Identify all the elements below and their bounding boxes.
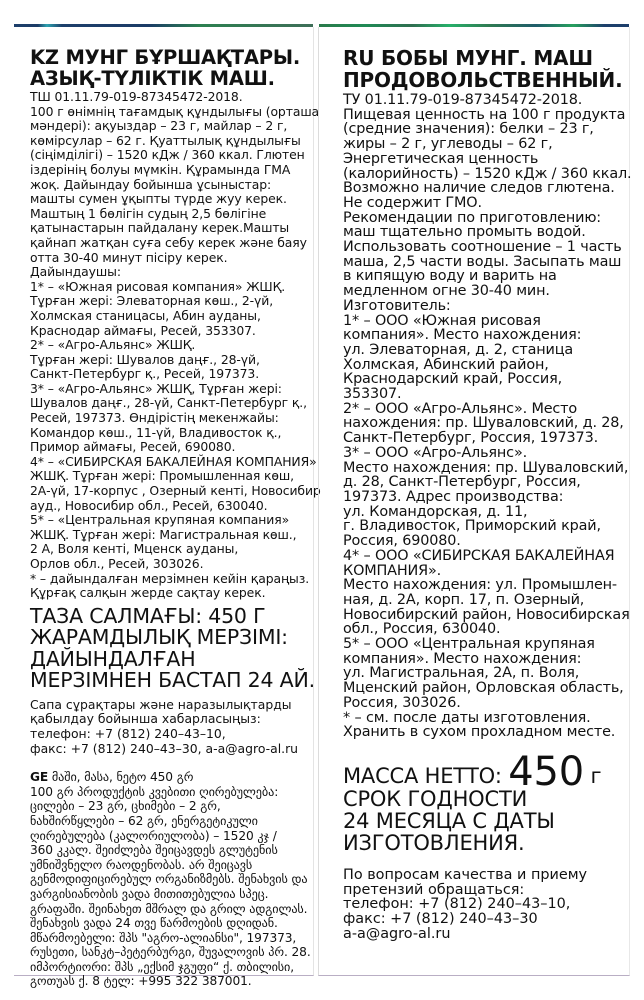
- text-line: 4* – ООО «СИБИРСКАЯ БАКАЛЕЙНАЯ: [343, 547, 615, 564]
- text-line: Құрғақ салқын жерде сақтау керек.: [30, 585, 266, 601]
- text-line: 2* – ООО «Агро-Альянс». Место: [343, 400, 578, 417]
- text-line: Мценский район, Орловская область,: [343, 680, 624, 697]
- text-line: ცილები – 23 გრ, ცხიმები – 2 გრ,: [30, 799, 221, 814]
- text-line: г. Владивосток, Приморский край,: [343, 518, 601, 535]
- text-line: жоқ. Дайындау бойынша ұсыныстар:: [30, 176, 272, 192]
- text-line: көмірсулар – 62 г. Қуаттылық құндылығы: [30, 132, 301, 148]
- text-line: 1* – ООО «Южная рисовая: [343, 312, 541, 329]
- text-line: 353307.: [343, 386, 402, 403]
- heading-line: 24 МЕСЯЦА С ДАТЫ: [343, 808, 555, 833]
- text-line: в кипящую воду и варить на: [343, 268, 557, 285]
- text-line: ная, д. 2А, корп. 17, п. Озерный,: [343, 591, 585, 608]
- text-line: 5* – ООО «Центральная крупяная: [343, 636, 595, 653]
- text-line: Дайындаушы:: [30, 264, 121, 280]
- text-line: ღირებულება (კალორიულობა) – 1520 კჯ /: [30, 828, 277, 843]
- text-line: ТШ 01.11.79-019-87345472-2018.: [30, 89, 243, 104]
- text-line: Санкт-Петербург қ., Ресей, 197373.: [30, 366, 260, 382]
- text-line: ул. Элеваторная, д. 2, станица: [343, 341, 574, 358]
- text-line: Изготовитель:: [343, 297, 451, 314]
- text-line: Шувалов даңғ., 28-үй, Санкт-Петербург қ.,: [30, 395, 307, 411]
- text-line: 100 გრ პროდუქტის კვებითი ღირებულება:: [30, 784, 279, 799]
- contact-line: a-a@agro-al.ru: [343, 925, 451, 942]
- text-line: Холмская станицасы, Абин ауданы,: [30, 307, 261, 323]
- text-line: 1* – «Южная рисовая компания» ЖШҚ.: [30, 278, 286, 294]
- text-line: Командор көш., 11-үй, Владивосток қ.,: [30, 424, 282, 440]
- text-line: (средние значения): белки – 23 г,: [343, 121, 594, 138]
- text-line: 360 კკალ. შეიძლება შეიცავდეს გლუტენის: [30, 843, 278, 858]
- contact-line: факс: +7 (812) 240–43–30, a-a@agro-al.ru: [30, 740, 299, 756]
- text-line: * – см. после даты изготовления.: [343, 709, 591, 726]
- text-line: Россия, 690080.: [343, 533, 461, 550]
- text-line: 3* – ООО «Агро-Альянс».: [343, 444, 528, 461]
- text-line: გენმოდიფიცირებულ ორგანიზმებს. შენახვის და: [30, 872, 308, 887]
- text-line: ნახშირწყლები – 62 გრ, ენერგეტიკული: [30, 813, 258, 828]
- net-weight-value: 450: [508, 748, 584, 795]
- kz-product-title: KZ МУНГ БҰРШАҚТАРЫ. АЗЫҚ-ТҮЛІКТІК МАШ.: [30, 46, 301, 90]
- russian-label-panel: [318, 27, 630, 976]
- text-line: медленном огне 30-40 мин.: [343, 283, 550, 300]
- text-line: д. 28, Санкт-Петербург, Россия,: [343, 474, 581, 491]
- georgian-label-section: GE მაში, მასა, ნეტო 450 გრ 100 გრ პროდუქტის კვებითი ღირებულება: ცილები – 23 გრ, ცხიმები – 2 გრ, ნახშირწყლები – 62 გრ, ენერგეტიკული ღირებულება (კალორიულობა) – 1520 კჯ / 360 კკალ. შეიძლება შეიცავდეს გლუტენის უმნიშვნელო რაოდენობას. არ შეიცავს გენმოდიფიცირებულ ორგანიზმებს. შენახვის და ვარგისიანობის ვადა მითითებულია სპეც. გრაფაში. შეინახეთ მშრალ და გრილ ადგილას. შენახვის ვადა 24 თვე წარმოების დღიდან. მწარმოებელი: შპს "აგრო-ალიანსი", 197373, რუსეთი, სანკტ–პეტერბურგი, შუვალოვის პრ. 28. იმპორტიორი: შპს „ექსიმ ჯგუფი“ ქ. თბილისი, გოთუას ქ. 8 ტელ: +995 322 387001.: [30, 770, 311, 989]
- text-line: 2 А, Воля кенті, Мценск ауданы,: [30, 541, 239, 557]
- text-line: ვარგისიანობის ვადა მითითებულია სპეც.: [30, 886, 269, 901]
- text-line: Краснодар аймағы, Ресей, 353307.: [30, 322, 256, 338]
- text-line: КОМПАНИЯ».: [343, 562, 442, 579]
- contact-line: телефон: +7 (812) 240–43–10,: [30, 725, 226, 741]
- heading-line: ДАЙЫНДАЛҒАН: [30, 646, 196, 671]
- text-line: машты сумен ұқыпты түрде жуу керек.: [30, 191, 287, 207]
- text-line: ЖШҚ. Тұрған жері: Магистральная көш.,: [30, 526, 297, 542]
- text-line: 197373. Адрес производства:: [343, 488, 564, 505]
- text-line: რუსეთი, სანკტ–პეტერბურგი, შუვალოვის პრ. 28.: [30, 945, 311, 960]
- text-line: Место нахождения: пр. Шуваловский,: [343, 459, 629, 476]
- text-line: қайнап жатқан суға себу керек және баяу: [30, 234, 307, 250]
- text-line: შენახვის ვადა 24 თვე წარმოების დღიდან.: [30, 916, 278, 931]
- text-line: Тұрған жері: Шувалов даңғ., 28-үй,: [30, 351, 260, 367]
- heading-line: МЕРЗІМНЕН БАСТАП 24 АЙ.: [30, 668, 315, 693]
- ge-lang-code: GE: [30, 770, 49, 785]
- text-line: 2А-үй, 17-корпус , Озерный кенті, Новосибир: [30, 483, 321, 499]
- kz-contact-info: [30, 698, 307, 756]
- text-line: ЖШҚ. Тұрған жері: Промышленная көш,: [30, 468, 294, 484]
- text-line: Возможно наличие следов глютена.: [343, 180, 615, 197]
- text-line: обл., Россия, 630040.: [343, 621, 501, 638]
- contact-line: қабылдау бойынша хабарласыңыз:: [30, 711, 261, 727]
- text-line: ауд., Новосибир обл., Ресей, 630040.: [30, 497, 268, 513]
- text-line: Россия, 303026.: [343, 694, 461, 711]
- text-line: Маштың 1 бөлігін судың 2,5 бөлігіне: [30, 205, 267, 221]
- text-line: Пищевая ценность на 100 г продукта: [343, 106, 626, 123]
- contact-line: претензий обращаться:: [343, 881, 525, 898]
- heading-line: СРОК ГОДНОСТИ: [343, 786, 528, 811]
- text-line: қатынастарын пайдалану керек.Машты: [30, 220, 290, 236]
- decorative-gradient-bar: [14, 24, 313, 27]
- text-line: უმნიშვნელო რაოდენობას. არ შეიცავს: [30, 857, 253, 872]
- text-line: Рекомендации по приготовлению:: [343, 209, 601, 226]
- text-line: жиры – 2 г, углеводы – 62 г,: [343, 136, 553, 153]
- text-line: 3* – «Агро-Альянс» ЖШҚ, Тұрған жері:: [30, 380, 282, 396]
- text-line: Использовать соотношение – 1 часть: [343, 239, 622, 256]
- ru-description: [343, 92, 632, 741]
- ru-product-title: RU БОБЫ МУНГ. МАШ ПРОДОВОЛЬСТВЕННЫЙ.: [343, 46, 623, 92]
- text-line: (калорийность) – 1520 кДж / 360 ккал.: [343, 165, 632, 182]
- text-line: Энергетическая ценность: [343, 150, 539, 167]
- text-line: 2* – «Агро-Альянс» ЖШҚ.: [30, 337, 196, 353]
- heading-line: ИЗГОТОВЛЕНИЯ.: [343, 830, 525, 855]
- text-line: маша, 2,5 части воды. Засыпать маш: [343, 253, 622, 270]
- text-line: отта 30-40 минут пісіру керек.: [30, 249, 228, 265]
- text-line: компания». Место нахождения:: [343, 327, 582, 344]
- text-line: Примор аймағы, Ресей, 690080.: [30, 439, 236, 455]
- decorative-gradient-bar: [319, 24, 629, 27]
- text-line: გოთუას ქ. 8 ტელ: +995 322 387001.: [30, 974, 252, 989]
- heading-line: ЖАРАМДЫЛЫҚ МЕРЗІМІ:: [30, 625, 288, 650]
- text-line: Хранить в сухом прохладном месте.: [343, 724, 616, 741]
- ru-contact-info: [343, 868, 623, 942]
- text-line: გრაფაში. შეინახეთ მშრალ და გრილ ადგილას.: [30, 901, 308, 916]
- text-line: Орлов обл., Ресей, 303026.: [30, 556, 204, 571]
- text-line: Краснодарский край, Россия,: [343, 371, 563, 388]
- text-line: маш тщательно промыть водой.: [343, 224, 586, 241]
- text-line: нахождения: пр. Шуваловский, д. 28,: [343, 415, 624, 432]
- text-line: Ресей, 197373. Өндірістің мекенжайы:: [30, 410, 279, 426]
- ge-description: [30, 784, 311, 989]
- kz-net-weight-shelf-life: [30, 603, 315, 693]
- ru-net-weight-shelf-life: МАССА НЕТТО: 450 г СРОК ГОДНОСТИ 24 МЕСЯЦА С ДАТЫ ИЗГОТОВЛЕНИЯ.: [343, 756, 623, 854]
- text-line: * – дайындалған мерзімнен кейін қараңыз.: [30, 570, 310, 586]
- kz-lang-code: KZ: [30, 46, 59, 69]
- text-line: Не содержит ГМО.: [343, 194, 482, 211]
- text-line: Санкт-Петербург, Россия, 197373.: [343, 430, 598, 447]
- contact-line: По вопросам качества и приему: [343, 866, 588, 883]
- text-line: ТУ 01.11.79-019-87345472-2018.: [343, 92, 583, 108]
- text-line: Тұрған жері: Элеваторная көш., 2-үй,: [30, 293, 274, 309]
- heading-line: ТАЗА САЛМАҒЫ: 450 Г: [30, 603, 266, 628]
- text-line: ул. Магистральная, 2А, п. Воля,: [343, 665, 580, 682]
- ru-lang-code: RU: [343, 46, 375, 70]
- text-line: Новосибирский район, Новосибирская: [343, 606, 630, 623]
- text-line: Холмская, Абинский район,: [343, 356, 549, 373]
- text-line: ул. Командорская, д. 11,: [343, 503, 528, 520]
- text-line: მწარმოებელი: შპს "აგრო-ალიანსი", 197373,: [30, 930, 297, 945]
- text-line: 4* – «СИБИРСКАЯ БАКАЛЕЙНАЯ КОМПАНИЯ»: [30, 453, 317, 469]
- text-line: (сіңімділігі) – 1520 кДж / 360 ккал. Глютен: [30, 147, 305, 163]
- text-line: 5* – «Центральная крупяная компания»: [30, 512, 290, 528]
- text-line: мәндері): ақуыздар – 23 г, майлар – 2 г,: [30, 118, 288, 134]
- contact-line: Сапа сұрақтары және наразылықтарды: [30, 696, 292, 712]
- text-line: იმპორტიორი: შპს „ექსიმ ჯგუფი“ ქ. თბილისი,: [30, 959, 295, 974]
- text-line: компания». Место нахождения:: [343, 650, 582, 667]
- contact-line: телефон: +7 (812) 240–43–10,: [343, 896, 571, 913]
- text-line: 100 г өнімнің тағамдық құндылығы (орташа: [30, 103, 320, 119]
- kazakh-label-panel: [14, 27, 321, 989]
- text-line: Место нахождения: ул. Промышлен-: [343, 577, 617, 594]
- kz-description: [30, 89, 321, 601]
- text-line: іздерінің болуы мүмкін. Құрамында ГМА: [30, 161, 291, 177]
- contact-line: факс: +7 (812) 240–43–30: [343, 911, 538, 928]
